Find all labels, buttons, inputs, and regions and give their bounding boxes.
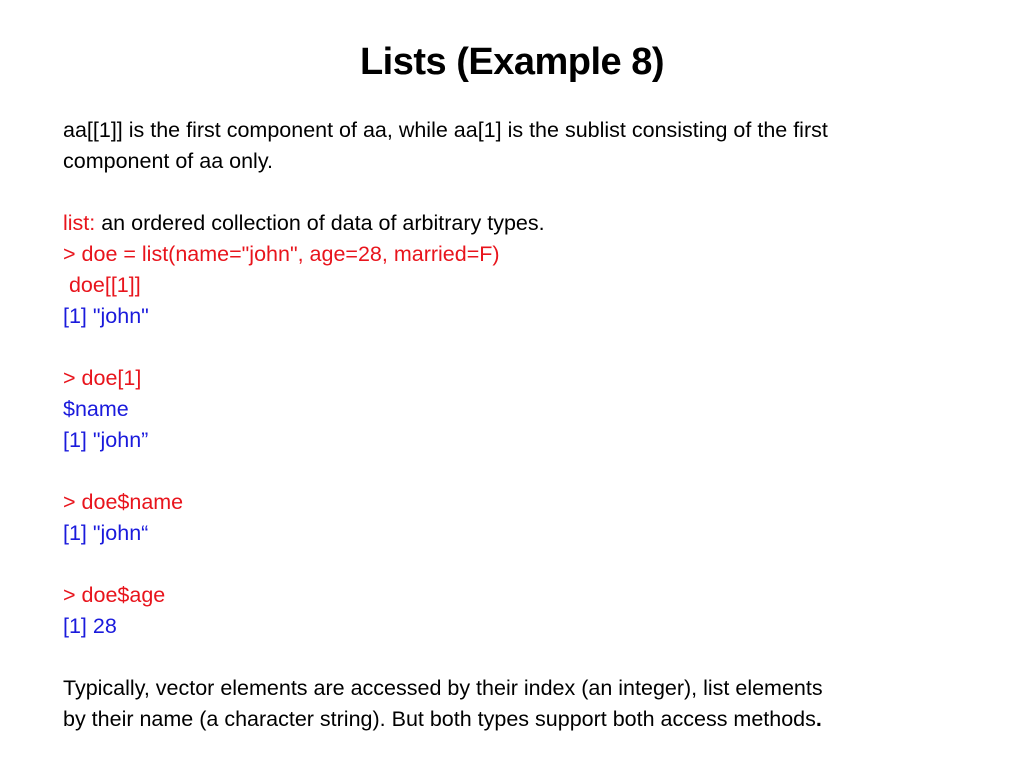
code-line-dollar-age: > doe$age <box>63 583 166 607</box>
spacer <box>63 549 983 580</box>
output-line-name-tag: $name <box>63 397 129 421</box>
intro-line-1: aa[[1]] is the first component of aa, while aa[1] is the sublist consisting of the first <box>63 118 828 142</box>
slide-title: Lists (Example 8) <box>359 41 665 83</box>
closing-line-1: Typically, vector elements are accessed by their index (an integer), list elements <box>63 676 823 700</box>
spacer <box>63 332 983 363</box>
spacer <box>63 456 983 487</box>
definition-line <box>63 208 983 239</box>
spacer <box>63 177 983 208</box>
slide-body <box>63 115 983 735</box>
code-line-single-bracket: > doe[1] <box>63 366 142 390</box>
output-line-john-1: [1] "john" <box>63 304 149 328</box>
code-line-double-bracket: doe[[1]] <box>63 273 141 297</box>
output-line-age: [1] 28 <box>63 614 117 638</box>
output-line-john-2: [1] "john” <box>63 428 149 452</box>
definition-text: an ordered collection of data of arbitrary types. <box>95 211 545 235</box>
closing-line-2-text: by their name (a character string). But both types support both access methods <box>63 707 816 731</box>
closing-line-2-period: . <box>815 707 822 731</box>
output-line-john-3: [1] "john“ <box>63 521 149 545</box>
code-line-list-create: > doe = list(name="john", age=28, married=F) <box>63 242 500 266</box>
code-line-dollar-name: > doe$name <box>63 490 184 514</box>
spacer <box>63 642 983 673</box>
intro-line-2: component of aa only. <box>63 149 273 173</box>
definition-term: list: <box>63 211 96 235</box>
closing-line-2 <box>63 704 983 735</box>
